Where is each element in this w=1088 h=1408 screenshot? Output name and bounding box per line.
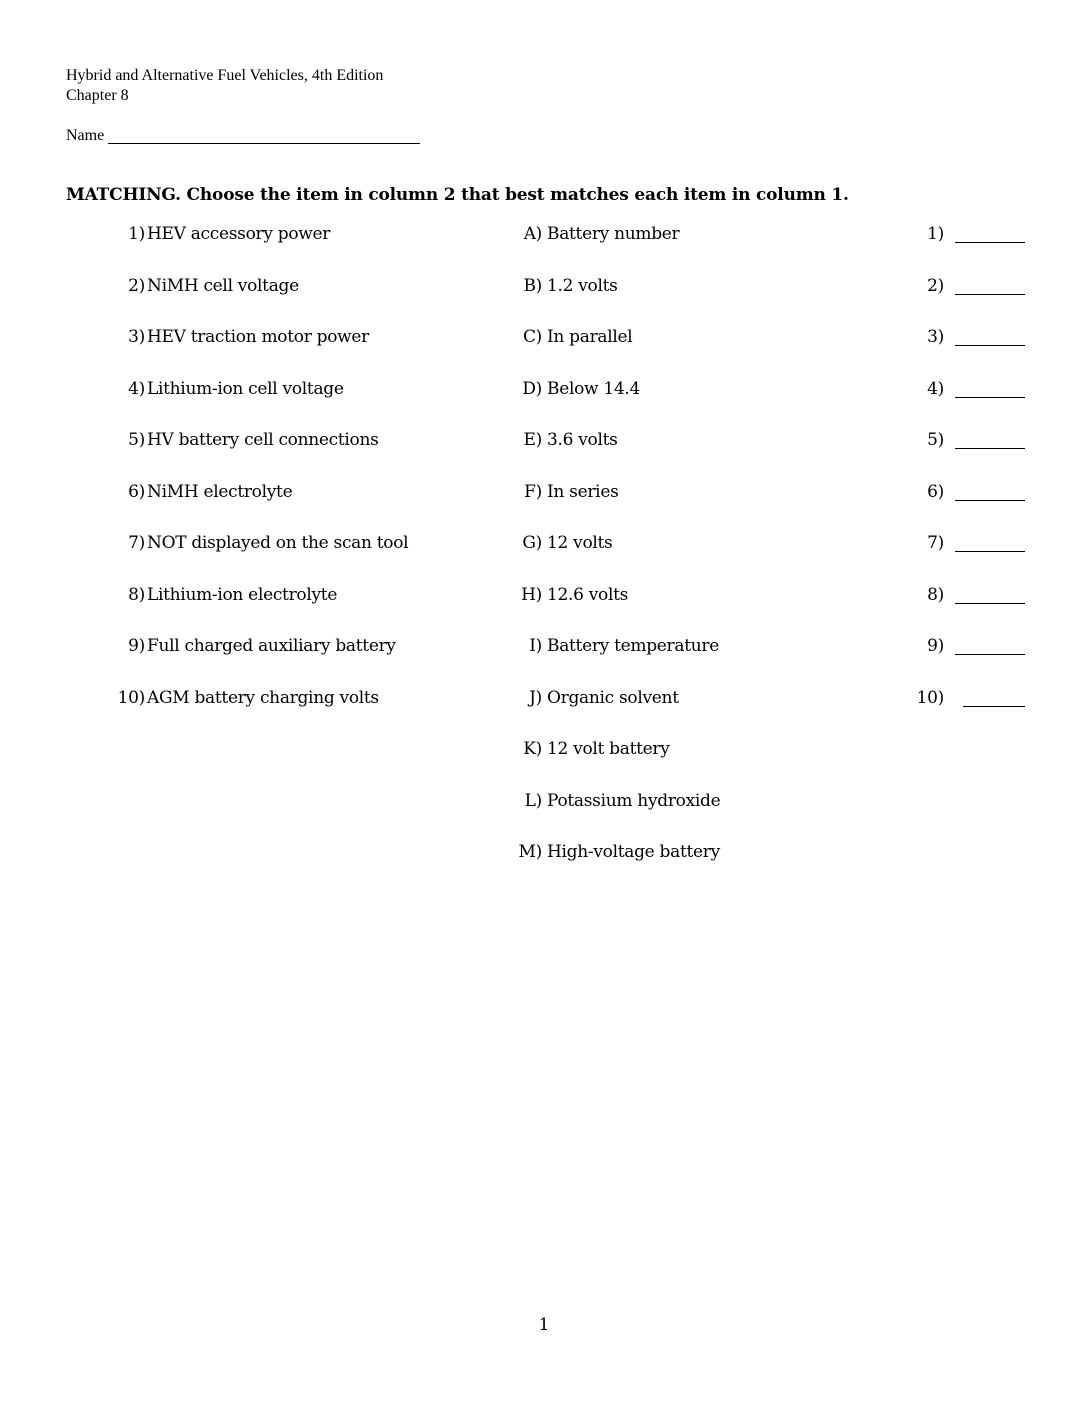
answer-row xyxy=(0,482,1088,506)
answer-blank[interactable] xyxy=(955,551,1025,552)
answer-row xyxy=(0,327,1088,351)
question-number: 7) xyxy=(128,533,145,553)
answer-number: 7) xyxy=(927,533,944,553)
answer-row xyxy=(0,379,1088,403)
option-text: In parallel xyxy=(547,327,633,347)
answer-row xyxy=(0,636,1088,660)
answer-number: 5) xyxy=(927,430,944,450)
question-number: 4) xyxy=(128,378,145,399)
name-label: Name xyxy=(66,127,105,144)
option-text: Battery temperature xyxy=(547,636,719,656)
option-letter: J) xyxy=(529,687,542,708)
question-text: HEV traction motor power xyxy=(147,327,369,347)
name-field[interactable] xyxy=(108,143,420,144)
question-number: 9) xyxy=(128,636,145,656)
book-title: Hybrid and Alternative Fuel Vehicles, 4th Edition xyxy=(66,67,384,84)
question-number: 2) xyxy=(128,275,145,296)
option-text: In series xyxy=(547,481,619,502)
option-text: High-voltage battery xyxy=(547,842,720,862)
question-text: Lithium-ion electrolyte xyxy=(147,584,338,605)
answer-row xyxy=(0,224,1088,248)
answer-number: 1) xyxy=(927,224,944,244)
option-text: Below 14.4 xyxy=(547,378,641,399)
answer-row xyxy=(0,276,1088,300)
option-letter: M) xyxy=(518,842,542,862)
question-text: Lithium-ion cell voltage xyxy=(147,378,344,399)
instructions: MATCHING. Choose the item in column 2 that best matches each item in column 1. xyxy=(66,185,849,205)
option-letter: A) xyxy=(523,224,542,244)
question-number: 5) xyxy=(128,430,145,450)
option-letter: B) xyxy=(523,275,542,296)
option-text: Battery number xyxy=(547,224,680,244)
question-number: 6) xyxy=(128,481,145,502)
option-letter: C) xyxy=(522,327,542,347)
answer-blank[interactable] xyxy=(955,345,1025,346)
page-number: 1 xyxy=(538,1315,550,1335)
option-text: 12.6 volts xyxy=(547,584,629,605)
option-row xyxy=(0,791,1088,815)
answer-row xyxy=(0,430,1088,454)
option-text: Organic solvent xyxy=(547,687,679,708)
option-text: 12 volts xyxy=(547,533,613,553)
answer-blank[interactable] xyxy=(955,500,1025,501)
option-row xyxy=(0,842,1088,866)
option-text: Potassium hydroxide xyxy=(547,790,721,811)
option-letter: I) xyxy=(529,636,542,656)
answer-number: 3) xyxy=(927,327,944,347)
option-letter: F) xyxy=(524,481,542,502)
question-number: 1) xyxy=(128,224,145,244)
answer-number: 4) xyxy=(927,378,944,399)
answer-blank[interactable] xyxy=(963,706,1025,707)
answer-blank[interactable] xyxy=(955,397,1025,398)
option-letter: E) xyxy=(523,430,542,450)
question-number: 8) xyxy=(128,584,145,605)
question-text: NiMH cell voltage xyxy=(147,275,299,296)
option-letter: G) xyxy=(522,533,542,553)
answer-number: 9) xyxy=(927,636,944,656)
question-text: Full charged auxiliary battery xyxy=(147,636,396,656)
answer-blank[interactable] xyxy=(955,603,1025,604)
question-number: 3) xyxy=(128,327,145,347)
chapter-label: Chapter 8 xyxy=(66,87,129,104)
answer-number: 6) xyxy=(927,481,944,502)
option-text: 3.6 volts xyxy=(547,430,618,450)
option-letter: K) xyxy=(523,739,542,759)
question-text: AGM battery charging volts xyxy=(147,687,379,708)
answer-number: 2) xyxy=(927,275,944,296)
option-letter: L) xyxy=(524,790,542,811)
answer-row xyxy=(0,533,1088,557)
question-text: HEV accessory power xyxy=(147,224,331,244)
option-text: 1.2 volts xyxy=(547,275,618,296)
option-letter: H) xyxy=(521,584,542,605)
answer-blank[interactable] xyxy=(955,242,1025,243)
answer-row xyxy=(0,688,1088,712)
question-text: NOT displayed on the scan tool xyxy=(147,533,409,553)
answer-number: 10) xyxy=(916,687,944,708)
answer-row xyxy=(0,585,1088,609)
option-row xyxy=(0,739,1088,763)
option-letter: D) xyxy=(522,378,542,399)
question-number: 10) xyxy=(117,687,145,708)
question-text: HV battery cell connections xyxy=(147,430,379,450)
answer-blank[interactable] xyxy=(955,294,1025,295)
answer-number: 8) xyxy=(927,584,944,605)
answer-blank[interactable] xyxy=(955,654,1025,655)
question-text: NiMH electrolyte xyxy=(147,481,293,502)
option-text: 12 volt battery xyxy=(547,739,670,759)
answer-blank[interactable] xyxy=(955,448,1025,449)
